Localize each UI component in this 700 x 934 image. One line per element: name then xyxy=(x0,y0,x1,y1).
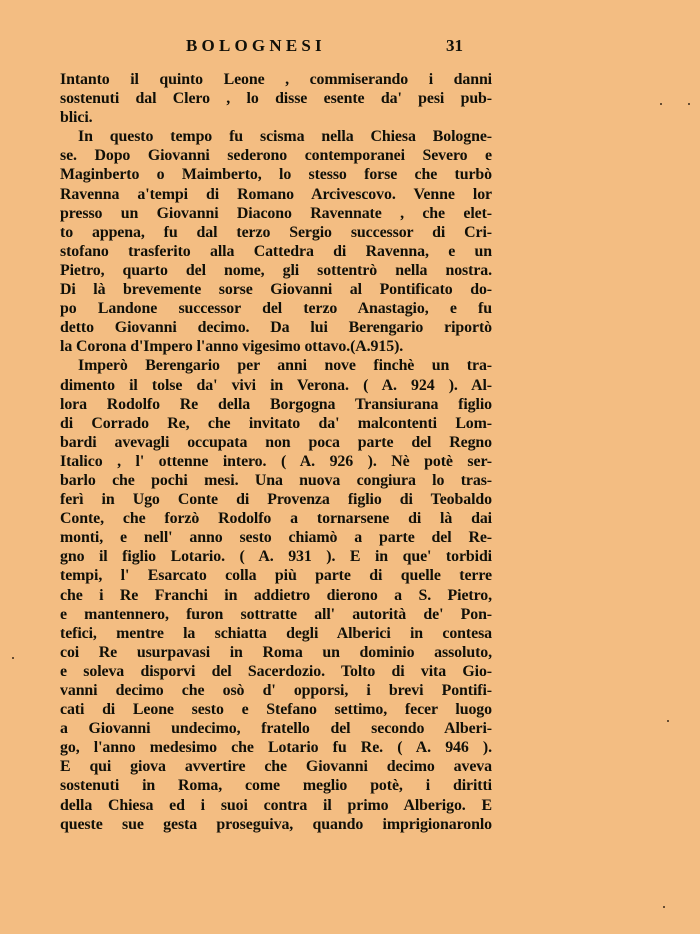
text-line: cati di Leone sesto e Stefano settimo, fecer luogo xyxy=(60,701,492,719)
text-line: e mantennero, furon sottratte all' autorità de' Pon- xyxy=(60,605,492,623)
text-line: monti, e nell' anno sesto chiamò a parte del Re- xyxy=(60,529,492,547)
text-line: tempi, l' Esarcato colla più parte di quelle terre xyxy=(60,567,492,585)
text-line: se. Dopo Giovanni sederono contemporanei Severo e xyxy=(60,147,492,165)
text-line: ferì in Ugo Conte di Provenza figlio di Teobaldo xyxy=(60,491,492,509)
text-line: Imperò Berengario per anni nove finchè un tra- xyxy=(78,357,492,375)
paper-speck xyxy=(688,103,690,105)
paper-speck xyxy=(667,720,669,722)
text-line: detto Giovanni decimo. Da lui Berengario riportò xyxy=(60,319,492,337)
text-line: queste sue gesta proseguiva, quando imprigionaronlo xyxy=(60,815,492,833)
text-line: e soleva disporvi del Sacerdozio. Tolto di vita Gio- xyxy=(60,662,492,680)
text-line: lora Rodolfo Re della Borgogna Transiurana figlio xyxy=(60,395,492,413)
text-line: Intanto il quinto Leone , commiserando i danni xyxy=(60,71,492,88)
text-line: di Corrado Re, che invitato da' malcontenti Lom- xyxy=(60,414,492,432)
page-header xyxy=(0,36,700,58)
text-line: vanni decimo che osò d' opporsi, i brevi Pontifi- xyxy=(60,682,492,699)
text-line: stofano trasferito alla Cattedra di Ravenna, e un xyxy=(60,242,492,260)
text-line: Ravenna a'tempi di Romano Arcivescovo. Venne lor xyxy=(60,185,492,203)
text-line: la Corona d'Impero l'anno vigesimo ottavo.(A.915). xyxy=(60,338,404,356)
text-line: Conte, che forzò Rodolfo a tornarsene di là dai xyxy=(60,510,492,528)
text-line: Maginberto o Maimberto, lo stesso forse che turbò xyxy=(60,166,492,184)
text-line: sostenuti dal Clero , lo disse esente da' pesi pub- xyxy=(60,90,492,108)
body-text xyxy=(60,70,492,834)
text-line: che i Re Franchi in addietro dierono a S. Pietro, xyxy=(60,586,492,604)
paper-speck xyxy=(12,657,14,659)
text-line: barlo che pochi mesi. Una nuova congiura lo tras- xyxy=(60,471,492,489)
text-line: tefici, mentre la schiatta degli Alberici in contesa xyxy=(60,624,492,642)
text-line: dimento il tolse da' vivi in Verona. ( A. 924 ). Al- xyxy=(60,376,492,394)
text-line: to appena, fu dal terzo Sergio successor di Cri- xyxy=(60,223,492,241)
running-head: BOLOGNESI xyxy=(186,36,326,55)
text-line: sostenuti in Roma, come meglio potè, i diritti xyxy=(60,777,492,795)
text-line: go, l'anno medesimo che Lotario fu Re. ( A. 946 ). xyxy=(60,739,492,757)
text-line: Pietro, quarto del nome, gli sottentrò nella nostra. xyxy=(60,261,492,279)
paper-speck xyxy=(663,906,665,908)
text-line: Di là brevemente sorse Giovanni al Pontificato do- xyxy=(60,281,492,299)
text-line: presso un Giovanni Diacono Ravennate , che elet- xyxy=(60,204,492,222)
text-line: In questo tempo fu scisma nella Chiesa Bologne- xyxy=(78,128,492,146)
text-line: E qui giova avvertire che Giovanni decimo aveva xyxy=(60,758,492,776)
text-line: coi Re usurpavasi in Roma un dominio assoluto, xyxy=(60,643,492,661)
text-line: a Giovanni undecimo, fratello del secondo Alberi- xyxy=(60,720,492,738)
text-line: po Landone successor del terzo Anastagio, e fu xyxy=(60,300,492,318)
text-line: blici. xyxy=(60,109,93,127)
text-line: gno il figlio Lotario. ( A. 931 ). E in que' torbidi xyxy=(60,548,492,566)
text-line: Italico , l' ottenne intero. ( A. 926 ). Nè potè ser- xyxy=(60,452,492,470)
page-number: 31 xyxy=(446,36,463,55)
paper-speck xyxy=(660,103,662,105)
text-line: bardi avevagli occupata non poca parte del Regno xyxy=(60,433,492,451)
text-line: della Chiesa ed i suoi contra il primo Alberigo. E xyxy=(60,796,492,814)
